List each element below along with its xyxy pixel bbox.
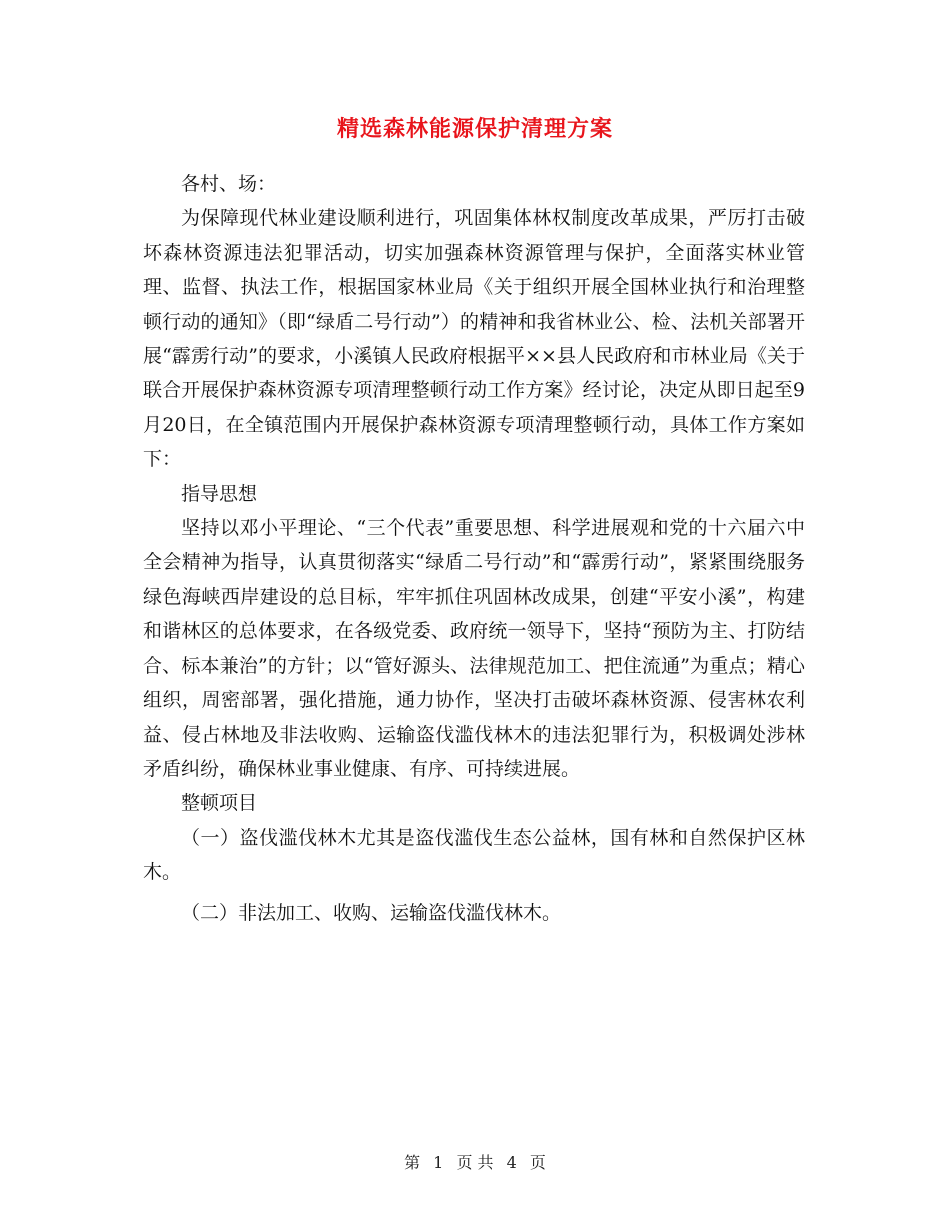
footer-total-pages: 4 [506,1153,517,1172]
document-title: 精选森林能源保护清理方案 [336,116,613,142]
guiding-ideology-paragraph: 坚持以邓小平理论、“三个代表”重要思想、科学进展观和党的十六届六中全会精神为指导，认真贯彻落实“绿盾二号行动”和“霹雳行动”，紧紧围绕服务绿色海峡西岸建设的总目标，牢牢抓住巩固林改成果，创建“平安小溪”，构建和谐林区的总体要求，在各级党委、政府统一领导下，坚持“预防为主、打防结合、标本兼治”的方针；以“管好源头、法律规范加工、把住流通”为重点；精心组织，周密部署，强化措施，通力协作，坚决打击破坏森林资源、侵害林农利益、侵占林地及非法收购、运输盗伐滥伐林木的违法犯罪行为，积极调处涉林矛盾纠纷，确保林业事业健康、有序、可持续进展。 [143,517,805,780]
section-heading-rectification-items: 整顿项目 [181,792,258,815]
footer-page-number: 1 [433,1153,444,1172]
rectification-item-2: （二）非法加工、收购、运输盗伐滥伐林木。 [181,901,562,924]
footer-middle: 页 共 [456,1153,494,1172]
footer-suffix: 页 [529,1153,546,1172]
footer-prefix: 第 [404,1153,421,1172]
section-heading-guiding-ideology: 指导思想 [181,482,258,505]
intro-paragraph: 为保障现代林业建设顺利进行，巩固集体林权制度改革成果，严厉打击破坏森林资源违法犯罪活动，切实加强森林资源管理与保护，全面落实林业管理、监督、执法工作，根据国家林业局《关于组织开展全国林业执行和治理整顿行动的通知》（即“绿盾二号行动”）的精神和我省林业公、检、法机关部署开展“霹雳行动”的要求，小溪镇人民政府根据平××县人民政府和市林业局《关于联合开展保护森林资源专项清理整顿行动工作方案》经讨论，决定从即日起至9月20日，在全镇范围内开展保护森林资源专项清理整顿行动，具体工作方案如下： [143,207,805,471]
rectification-item-1: （一）盗伐滥伐林木尤其是盗伐滥伐生态公益林，国有林和自然保护区林木。 [143,826,805,884]
page-footer [0,1152,950,1174]
document-body [143,167,805,930]
salutation: 各村、场： [181,173,277,195]
